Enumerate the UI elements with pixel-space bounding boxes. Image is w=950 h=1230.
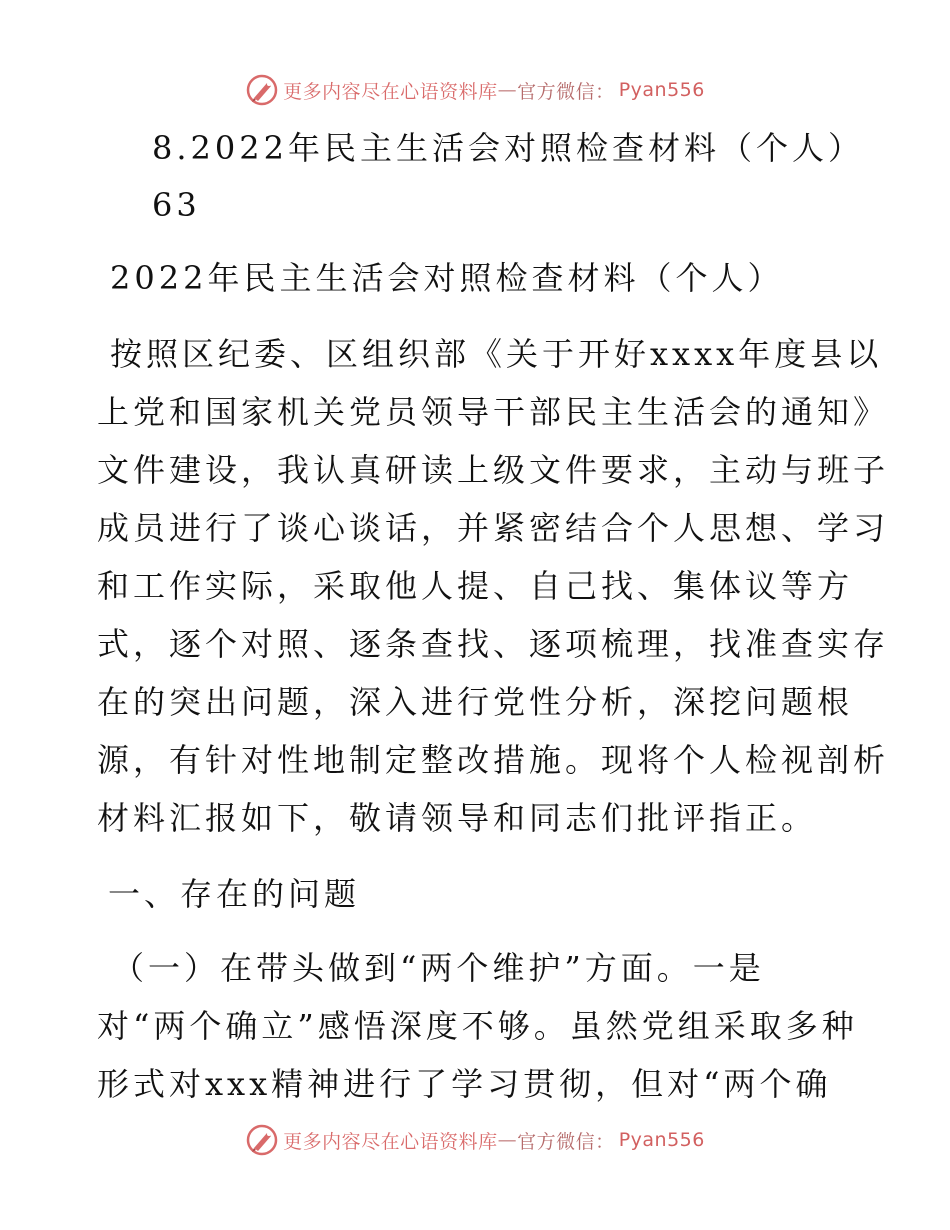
pen-logo-icon [245,1123,279,1157]
paragraph-line: 源，有针对性地制定整改措施。现将个人检视剖析 [97,741,890,779]
watermark-main-text: 更多内容尽在心语资料库 [283,80,498,103]
paragraph-line: 材料汇报如下，敬请领导和同志们批评指正。 [97,799,818,837]
paragraph-line: 在的突出问题，深入进行党性分析，深挖问题根 [97,683,854,721]
watermark-footer [0,1120,950,1160]
watermark-main-text: 更多内容尽在心语资料库 [283,1130,498,1153]
watermark-separator: — [497,1129,518,1151]
document-title: 2022年民主生活会对照检查材料（个人） [110,259,784,297]
subsection-line: 对“两个确立”感悟深度不够。虽然党组采取多种 [97,1007,858,1045]
paragraph-line: 成员进行了谈心谈话，并紧密结合个人思想、学习 [97,509,890,547]
paragraph-line: 上党和国家机关党员领导干部民主生活会的通知》 [97,393,890,431]
watermark-wechat-id: Pyan556 [618,1129,705,1151]
toc-entry-title: 8.2022年民主生活会对照检查材料（个人） [152,129,864,167]
watermark-wechat-id: Pyan556 [618,79,705,101]
subsection-line: （一）在带头做到“两个维护”方面。一是 [112,949,765,987]
watermark-header [0,70,950,110]
paragraph-line: 文件建设，我认真研读上级文件要求，主动与班子 [97,451,890,489]
paragraph-line: 式，逐个对照、逐条查找、逐项梳理，找准查实存 [97,625,890,663]
section-heading: 一、存在的问题 [108,875,361,913]
watermark-side-text: 官方微信： [517,1130,615,1153]
paragraph-line: 和工作实际，采取他人提、自己找、集体议等方 [97,567,854,605]
pen-logo-icon [245,73,279,107]
watermark-side-text: 官方微信： [517,80,615,103]
subsection-line: 形式对xxx精神进行了学习贯彻，但对“两个确 [97,1065,832,1103]
paragraph-line: 按照区纪委、区组织部《关于开好xxxx年度县以 [110,335,883,373]
watermark-separator: — [497,79,518,101]
toc-entry-page: 63 [152,186,201,224]
